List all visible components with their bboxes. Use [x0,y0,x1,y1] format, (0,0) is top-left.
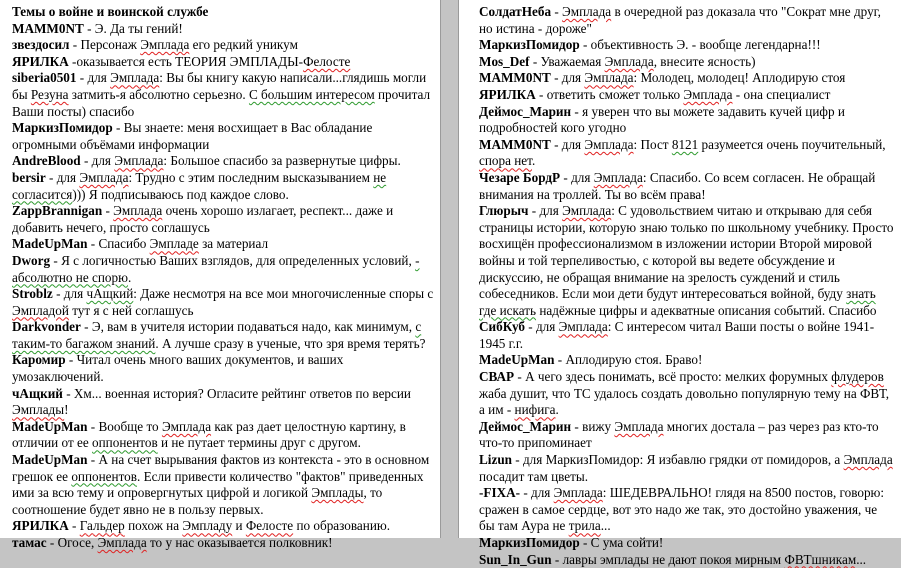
comment-author: Sun_In_Gun [479,551,552,567]
comment-author: Stroblz [12,286,53,302]
comment-author: МаркизПомидор [12,120,113,136]
comment-text: - Э. Да ты гений! [83,20,183,36]
comment-author: СолдатНеба [479,4,552,19]
comment-text: - А чего здесь понимать, всё просто: мелких форумных флудеров жаба душит, что ТС удалось создать довольно популярную тему на ФВТ, а им - нифига. [479,369,890,418]
comment-author: МаркизПомидор [479,37,580,53]
comment-text: - Спасибо Эмпладе за материал [87,236,269,252]
comment-author: MAMM0NT [479,70,551,86]
comment-text: - А на счет вырывания фактов из контекста - это в основном грешок ее оппонентов. Если привести количество "фактов" приведенных ими за всю тему и опровергнутых цифрой и логикой Эмплады, то соотношение будет явно не в пользу первых. [12,452,430,517]
comment-entry [12,54,436,71]
comment-entry [12,253,436,286]
comment-entry [479,137,895,170]
comment-text: - я уверен что вы можете задавить кучей цифр и подробностей кого угодно [479,103,845,136]
comment-entry [479,4,895,37]
comment-entry [12,352,436,385]
comment-text: - для Эмплада: Спасибо. Со всем согласен. Не обращай внимания на троллей. Ты во всём права! [479,169,876,202]
comment-author: Darkvonder [12,319,81,335]
comment-text: -оказывается есть ТЕОРИЯ ЭМПЛАДЫ-Фелосте [68,53,351,69]
comment-entry [479,352,895,369]
comment-author: МаркизПомидор [479,535,580,550]
comment-author: Деймос_Марин [479,103,572,119]
comment-text: - Аплодирую стоя. Браво! [554,352,703,368]
comment-author: Каромир [12,352,66,368]
comment-author: Деймос_Марин [479,418,572,434]
comment-text: - ответить сможет только Эмплада - она специалист [535,86,831,102]
document-page-right [458,0,901,567]
comment-text: - Э, вам в учителя истории подаваться надо, как минимум, с таким-то багажом знаний. А лучше сразу в ученые, что зря время терять? [12,319,426,351]
comment-entry [12,203,436,236]
comment-text: - для Эмплада: Большое спасибо за развернутые цифры. [80,153,401,169]
comment-text: - Эмплада очень хорошо излагает, респект... даже и добавить нечего, просто соглашусь [12,203,394,235]
comment-entry [12,518,436,535]
comment-author: ЯРИЛКА [12,53,69,69]
comment-text: - для МаркизПомидор: Я избавлю грядки от помидоров, а Эмплада посадит там цветы. [479,452,893,484]
comment-text: - для чАщкий: Даже несмотря на все мои многочисленные споры с Эмпладой тут я с ней соглашусь [12,286,434,318]
comment-text: - Я с логичностью Ваших взглядов, для определенных условий, - абсолютно не спорю. [12,252,420,285]
comment-entry [12,21,436,38]
comment-author: ZappBrannigan [12,203,103,219]
comment-entry [12,286,436,319]
comment-entry [12,120,436,153]
comment-text: - для Эмплада: С удовольствием читаю и открываю для себя страницы истории, которую знаю только по школьному учебнику. Просто восхищён профессионализмом в изложении истории Второй мировой войны и той терпеливостью, с которой вы ведете обсуждение и дискуссию, не обращая внимание на зрелость суждений и стиль собеседников. Если мои дети будут интересоваться войной, буду знать где искать надёжные цифры и адекватные описания событий. Спасибо [479,203,894,318]
comment-text: - Хм... военная история? Огласите рейтинг ответов по версии Эмплады! [12,385,411,418]
comment-text: - для Эмплада: Трудно с этим последним высказыванием не согласится))) Я подписываюсь под каждое слово. [12,169,387,202]
comment-entry [479,419,895,452]
comment-entry [12,452,436,518]
comment-text: - Эмплада в очередной раз доказала что "Сократ мне друг, но истина - дороже" [479,4,881,36]
comment-entry [12,153,436,170]
comment-entry [12,37,436,54]
comment-author: MadeUpMan [12,452,88,468]
comment-text: - Вообще то Эмплада как раз дает целостную картину, в отличии от ее оппонентов и не путает термины друг с другом. [12,418,406,451]
comment-text: - для Эмплада: Вы бы книгу какую написали...глядишь могли бы Резуна затмить-я абсолютно серьезно. С большим интересом прочитал Ваши посты) спасибо [12,70,431,119]
comment-entry [479,170,895,203]
comment-author: чАщкий [12,385,63,401]
comment-text: - для Эмплада: ШЕДЕВРАЛЬНО! глядя на 8500 постов, говорю: сражен в самое сердце, вот это надо же так, это достойно уважения, че бы там Аура не трила... [479,485,885,534]
comment-author: ЯРИЛКА [479,86,536,102]
comment-entry [479,369,895,419]
comment-entry [12,419,436,452]
comment-author: Lizun [479,452,512,468]
comment-author: MadeUpMan [479,352,555,368]
comment-author: bersir [12,169,46,185]
comment-author: MAMM0NT [479,136,551,152]
comment-text: - Уважаемая Эмплада, внесите ясность) [529,53,756,69]
comment-text: - для Эмплада: Пост 8121 разумеется очень поучительный, спора нет. [479,136,886,169]
comment-author: Mos_Def [479,53,530,69]
comment-author: звездосил [12,37,70,53]
comment-author: Глюрыч [479,203,529,219]
comment-entry [12,170,436,203]
comment-entry [479,54,895,71]
comment-text: - вижу Эмплада многих достала – раз через раз кто-то что-то припоминает [479,418,879,451]
comment-author: -FIXA- [479,485,521,501]
comment-author: MadeUpMan [12,236,88,252]
right-column [459,0,901,568]
comment-author: Чезаре БордР [479,169,561,185]
left-column [0,0,440,552]
comment-entry [479,535,895,552]
comment-entry [479,104,895,137]
comment-author: siberia0501 [12,70,77,86]
comment-entry [12,319,436,352]
comment-author: ЯРИЛКА [12,518,69,534]
comment-entry [479,319,895,352]
comment-text: - Вы знаете: меня восхищает в Вас обладание огромными объёмами информации [12,120,373,152]
comment-entry [12,386,436,419]
comment-text: - С ума сойти! [579,535,664,550]
comment-author: MadeUpMan [12,418,88,434]
comment-author: AndreBlood [12,153,81,169]
comment-text: - Огосе, Эмплада то у нас оказывается полковник! [46,535,333,550]
comment-entry [12,70,436,120]
comment-entry [12,236,436,253]
document-page-left [0,0,441,550]
comment-author: Dworg [12,252,51,268]
document-title: Темы о войне и воинской службе [12,4,209,19]
comment-text: - Гальдер похож на Эмпладу и Фелосте по образованию. [68,518,391,534]
comment-author: СибКуб [479,319,525,335]
comment-text: - объективность Э. - вообще легендарна!!! [579,37,821,53]
comment-entry [479,37,895,54]
comment-entry [479,87,895,104]
comment-entry [12,535,436,552]
comment-author: СВАР [479,369,515,385]
comment-text: - Читал очень много ваших документов, и ваших умозаключений. [12,352,344,385]
comment-author: тамас [12,535,47,550]
comment-text: - лавры эмплады не дают покоя мирным ФВТшникам... [551,551,867,567]
comment-author: MAMM0NT [12,20,84,36]
comment-text: - для Эмплада: Молодец, молодец! Аплодирую стоя [550,70,846,86]
comment-entry [479,552,895,568]
comment-entry [479,452,895,485]
comment-text: - Персонаж Эмплада его редкий уникум [69,37,298,53]
comment-entry [479,70,895,87]
comment-entry [479,485,895,535]
comment-text: - для Эмплада: С интересом читал Ваши посты о войне 1941-1945 г.г. [479,319,875,351]
comment-entry [479,203,895,319]
